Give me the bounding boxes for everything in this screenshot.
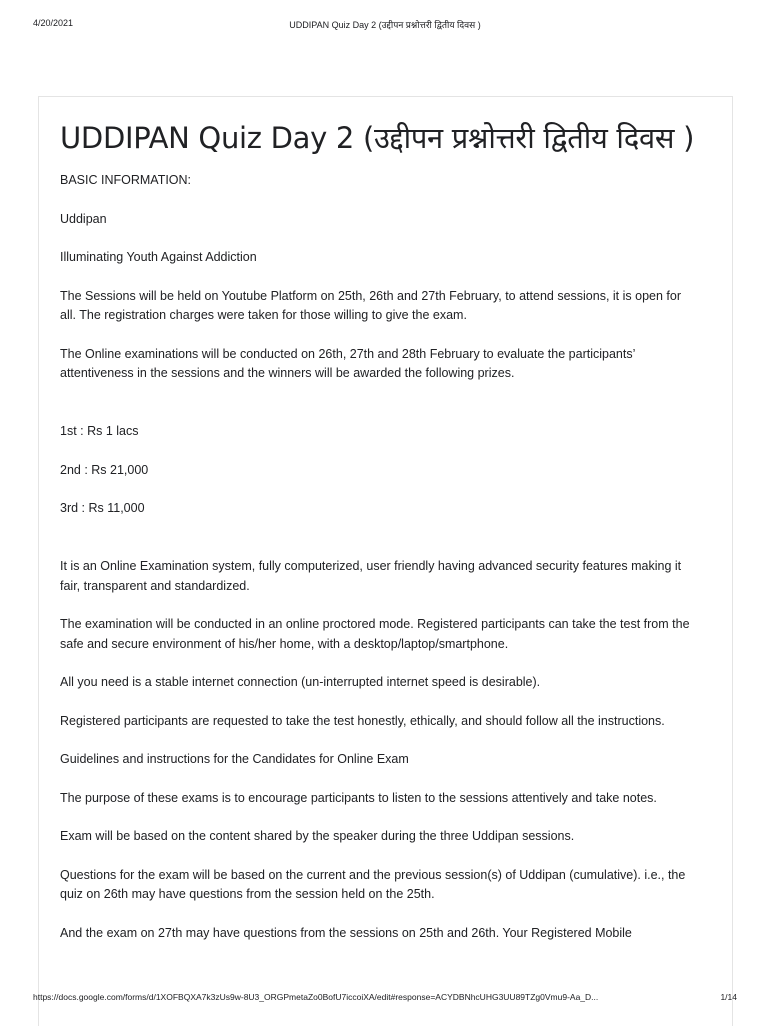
exams-paragraph: The Online examinations will be conducted on 26th, 27th and 28th February to evaluate the participants’ attentiveness in the sessions and the winners will be awarded the following prizes.: [60, 346, 635, 380]
exam-system-paragraph: It is an Online Examination system, fully computerized, user friendly having advanced security features making it fair, transparent and standardized.: [60, 559, 682, 593]
internet-requirement-paragraph: All you need is a stable internet connection (un-interrupted internet speed is desirable).: [60, 675, 541, 689]
print-url: https://docs.google.com/forms/d/1XOFBQXA7k3zUs9w-8U3_ORGPmetaZo0BofU7iccoiXA/edit#response=ACYDBNhcUHG3UU89TZg0Vmu9-Aa_D...: [33, 992, 599, 1002]
prize-second: 2nd : Rs 21,000: [60, 462, 149, 477]
prize-third: 3rd : Rs 11,000: [60, 501, 145, 515]
cumulative-questions-paragraph: Questions for the exam will be based on the current and the previous session(s) of Uddipan (cumulative). i.e., the quiz on 26th may have questions from the session held on the 25th.: [60, 867, 686, 901]
print-date: 4/20/2021: [33, 18, 74, 28]
prize-first: 1st : Rs 1 lacs: [60, 424, 139, 438]
exam-27th-paragraph: And the exam on 27th may have questions from the sessions on 25th and 26th. Your Registered Mobile: [60, 925, 632, 940]
honesty-paragraph: Registered participants are requested to take the test honestly, ethically, and should follow all the instructions.: [60, 713, 665, 728]
guidelines-heading: Guidelines and instructions for the Candidates for Online Exam: [60, 752, 409, 766]
print-header: [33, 18, 737, 32]
page-number: 1/14: [720, 992, 737, 1002]
proctored-mode-paragraph: The examination will be conducted in an online proctored mode. Registered participants can take the test from the safe and secure environment of his/her home, with a desktop/laptop/smartphone.: [60, 617, 690, 651]
print-document-title: UDDIPAN Quiz Day 2 (उद्दीपन प्रश्नोत्तरी द्वितीय दिवस ): [289, 20, 481, 30]
form-description: [60, 171, 700, 943]
exam-content-paragraph: Exam will be based on the content shared by the speaker during the three Uddipan sessions.: [60, 829, 575, 843]
form-title: UDDIPAN Quiz Day 2 (उद्दीपन प्रश्नोत्तरी द्वितीय दिवस ): [60, 121, 695, 155]
purpose-paragraph: The purpose of these exams is to encourage participants to listen to the sessions attentively and take notes.: [60, 790, 657, 805]
section-heading-basic-info: BASIC INFORMATION:: [60, 173, 192, 187]
print-footer: [33, 992, 737, 1006]
sessions-paragraph: The Sessions will be held on Youtube Platform on 25th, 26th and 27th February, to attend sessions, it is open for all. The registration charges were taken for those willing to give the exam.: [60, 288, 681, 322]
program-tagline: Illuminating Youth Against Addiction: [60, 250, 257, 264]
program-name: Uddipan: [60, 211, 107, 226]
